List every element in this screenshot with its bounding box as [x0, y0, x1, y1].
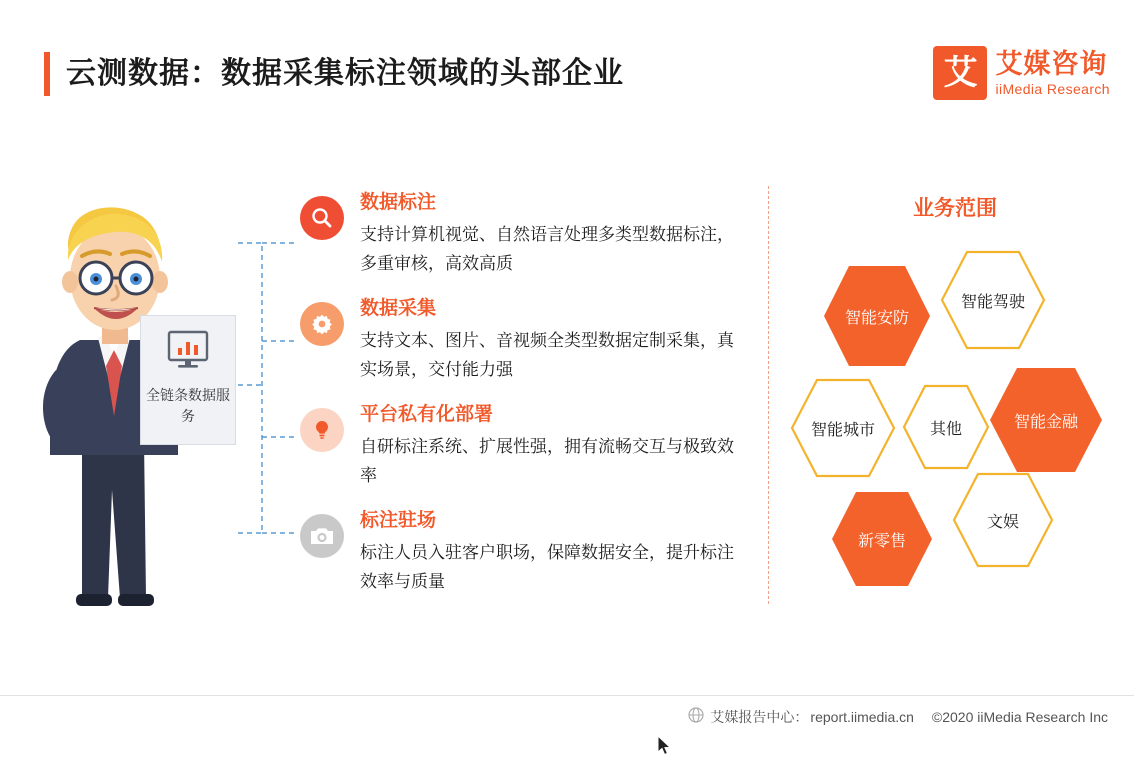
feature-list [300, 190, 760, 614]
hex-label: 智能城市 [810, 421, 875, 439]
footer-brand: 艾媒报告中心： [710, 708, 809, 725]
feature-item [300, 508, 760, 596]
feature-description: 自研标注系统、扩展性强，拥有流畅交互与极致效率 [360, 437, 734, 485]
logo-mark-icon: 艾 [933, 46, 987, 100]
feature-title: 数据标注 [360, 192, 437, 213]
hex-label: 智能驾驶 [960, 293, 1025, 311]
footer-copyright: ©2020 iiMedia Research Inc [931, 708, 1108, 725]
camera-icon [300, 514, 344, 558]
hex-item [940, 250, 1046, 350]
service-box-label: 全链条数据服务 [146, 387, 230, 424]
hex-label: 智能金融 [1013, 413, 1078, 431]
feature-description: 标注人员入驻客户职场，保障数据安全，提升标注效率与质量 [360, 543, 734, 591]
gear-icon [300, 302, 344, 346]
hex-item [902, 384, 990, 470]
logo-text [995, 48, 1110, 98]
feature-title: 平台私有化部署 [360, 404, 494, 425]
lightbulb-icon [300, 408, 344, 452]
hex-label: 新零售 [857, 532, 906, 550]
feature-item [300, 190, 760, 278]
hex-item [790, 378, 896, 478]
logo-english-name: iiMedia Research [995, 81, 1110, 97]
monitor-chart-icon [166, 330, 210, 375]
page-footer [0, 695, 1134, 737]
section-divider [768, 186, 769, 604]
hex-label: 智能安防 [844, 309, 909, 327]
feature-item [300, 296, 760, 384]
hex-item [830, 490, 934, 588]
service-box [140, 315, 236, 445]
feature-title: 数据采集 [360, 298, 437, 319]
feature-description: 支持计算机视觉、自然语言处理多类型数据标注，多重审核，高效高质 [360, 225, 734, 273]
magnifier-icon [300, 196, 344, 240]
business-scope-hexagons [790, 250, 1120, 610]
brand-logo [933, 46, 1110, 100]
hex-item [952, 472, 1054, 568]
hex-item [988, 366, 1104, 474]
page-header [0, 26, 1134, 96]
footer-url[interactable]: report.iimedia.cn [810, 708, 914, 725]
hex-item [822, 264, 932, 368]
feature-title: 标注驻场 [360, 510, 437, 531]
hex-label: 文娱 [986, 513, 1019, 531]
hex-label: 其他 [929, 420, 962, 438]
feature-item [300, 402, 760, 490]
feature-description: 支持文本、图片、音视频全类型数据定制采集，真实场景，交付能力强 [360, 331, 734, 379]
logo-chinese-name: 艾媒咨询 [995, 49, 1108, 79]
globe-icon [688, 707, 704, 726]
business-scope-title: 业务范围 [913, 197, 997, 220]
title-accent-bar [44, 52, 50, 96]
page-title: 云测数据：数据采集标注领域的头部企业 [66, 57, 624, 90]
